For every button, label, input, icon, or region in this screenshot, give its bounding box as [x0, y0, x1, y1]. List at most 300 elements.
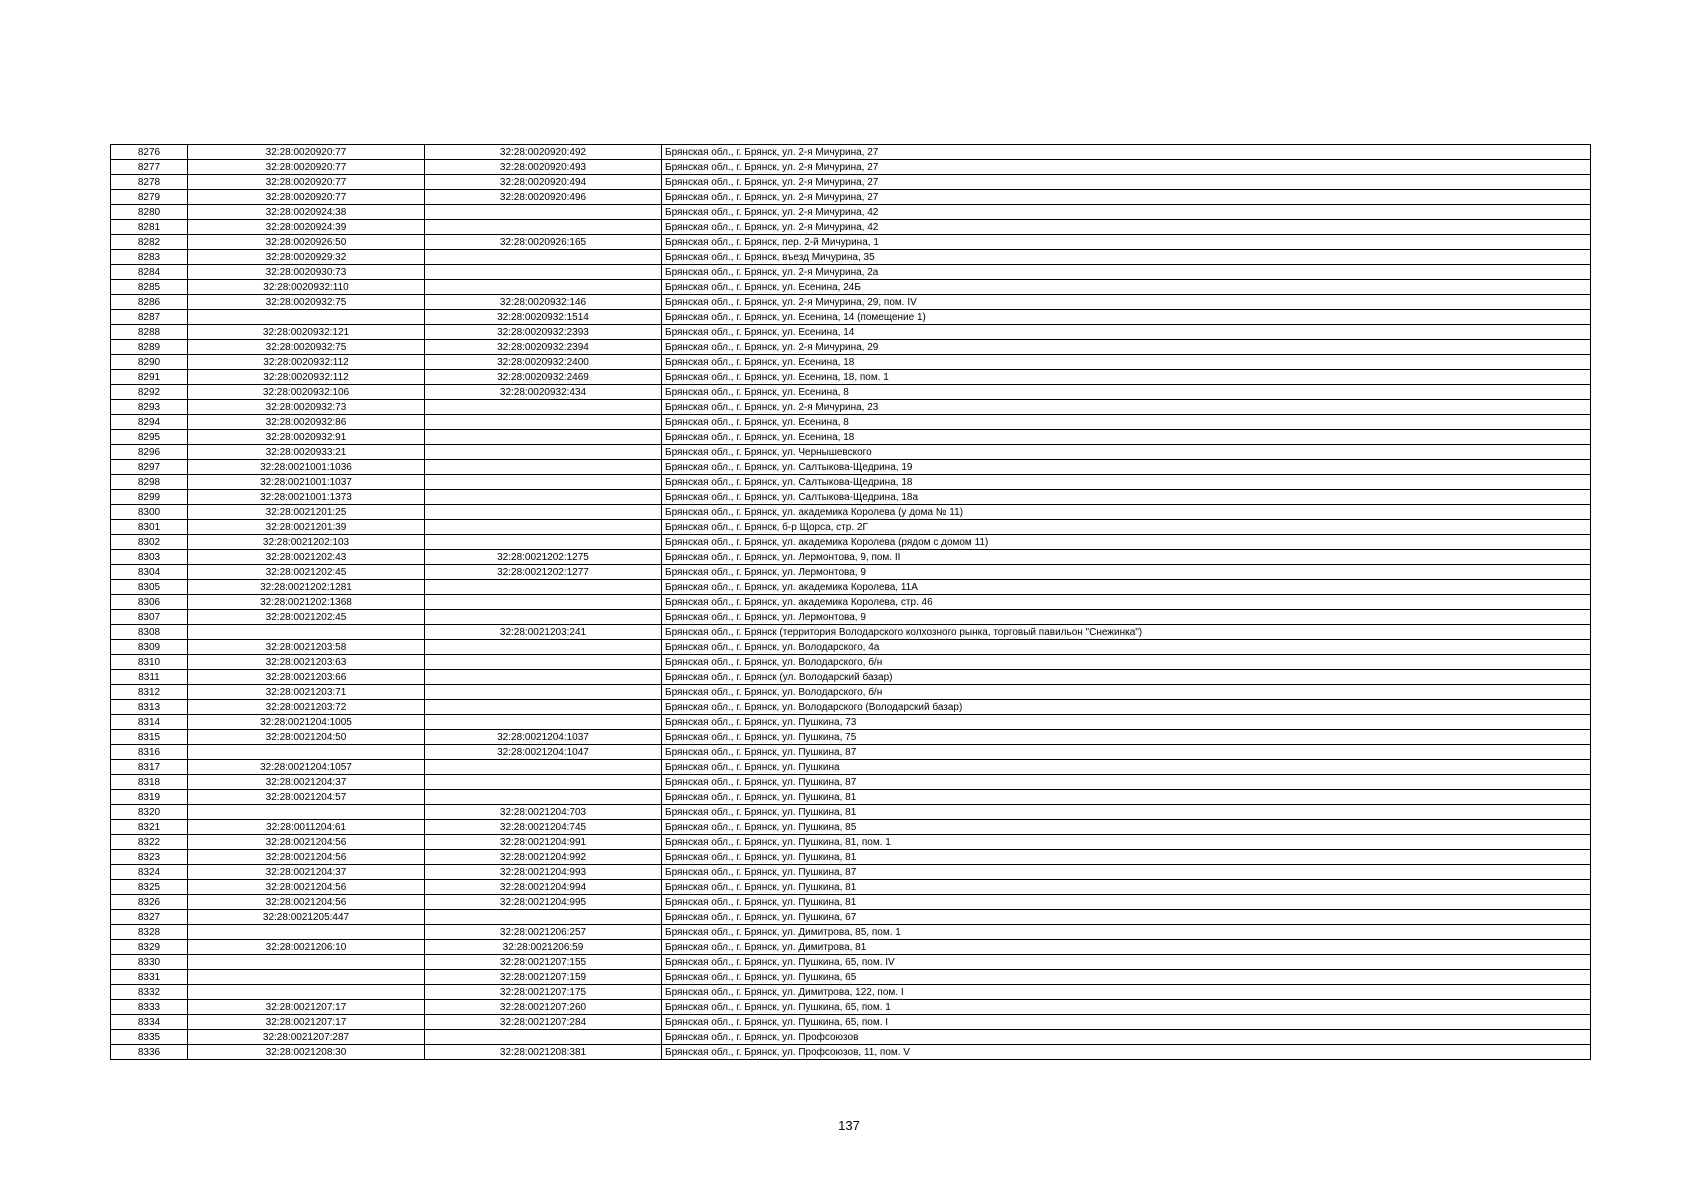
cadastral-number-cell: 32:28:0020932:121	[188, 325, 425, 340]
cadastral-number-cell: 32:28:0021203:71	[188, 685, 425, 700]
table-row	[111, 565, 1591, 580]
table-row	[111, 970, 1591, 985]
object-number-cell: 32:28:0020926:165	[425, 235, 662, 250]
object-number-cell	[425, 715, 662, 730]
row-number-cell: 8290	[111, 355, 188, 370]
address-cell: Брянская обл., г. Брянск, ул. Пушкина, 65, пом. 1	[662, 1000, 1591, 1015]
address-cell: Брянская обл., г. Брянск, ул. академика Королева (у дома № 11)	[662, 505, 1591, 520]
row-number-cell: 8329	[111, 940, 188, 955]
address-cell: Брянская обл., г. Брянск, ул. Есенина, 14 (помещение 1)	[662, 310, 1591, 325]
object-number-cell	[425, 580, 662, 595]
row-number-cell: 8315	[111, 730, 188, 745]
cadastral-number-cell: 32:28:0021204:37	[188, 775, 425, 790]
row-number-cell: 8281	[111, 220, 188, 235]
address-cell: Брянская обл., г. Брянск, ул. Есенина, 14	[662, 325, 1591, 340]
table-row	[111, 805, 1591, 820]
object-number-cell: 32:28:0021206:59	[425, 940, 662, 955]
cadastral-number-cell: 32:28:0021204:1005	[188, 715, 425, 730]
cadastral-number-cell: 32:28:0021206:10	[188, 940, 425, 955]
table-row	[111, 790, 1591, 805]
table-row	[111, 190, 1591, 205]
row-number-cell: 8277	[111, 160, 188, 175]
table-row	[111, 925, 1591, 940]
row-number-cell: 8285	[111, 280, 188, 295]
table-row	[111, 175, 1591, 190]
object-number-cell: 32:28:0021204:992	[425, 850, 662, 865]
cadastral-number-cell: 32:28:0021203:63	[188, 655, 425, 670]
address-cell: Брянская обл., г. Брянск, ул. 2-я Мичурина, 23	[662, 400, 1591, 415]
object-number-cell: 32:28:0021204:991	[425, 835, 662, 850]
table-row	[111, 835, 1591, 850]
object-number-cell: 32:28:0021207:260	[425, 1000, 662, 1015]
address-cell: Брянская обл., г. Брянск, ул. Димитрова, 85, пом. 1	[662, 925, 1591, 940]
address-cell: Брянская обл., г. Брянск (ул. Володарский базар)	[662, 670, 1591, 685]
object-number-cell: 32:28:0020932:2469	[425, 370, 662, 385]
table-row	[111, 220, 1591, 235]
row-number-cell: 8284	[111, 265, 188, 280]
row-number-cell: 8287	[111, 310, 188, 325]
object-number-cell	[425, 790, 662, 805]
cadastral-number-cell: 32:28:0021202:103	[188, 535, 425, 550]
row-number-cell: 8327	[111, 910, 188, 925]
row-number-cell: 8307	[111, 610, 188, 625]
table-row	[111, 310, 1591, 325]
address-cell: Брянская обл., г. Брянск, ул. Димитрова, 122, пом. I	[662, 985, 1591, 1000]
address-cell: Брянская обл., г. Брянск, ул. Салтыкова-Щедрина, 18	[662, 475, 1591, 490]
object-number-cell	[425, 610, 662, 625]
table-row	[111, 340, 1591, 355]
object-number-cell	[425, 250, 662, 265]
object-number-cell: 32:28:0021202:1277	[425, 565, 662, 580]
cadastral-number-cell: 32:28:0021202:1368	[188, 595, 425, 610]
cadastral-number-cell: 32:28:0021001:1373	[188, 490, 425, 505]
cadastral-number-cell: 32:28:0021204:56	[188, 880, 425, 895]
cadastral-number-cell: 32:28:0020932:75	[188, 340, 425, 355]
table-row	[111, 145, 1591, 160]
object-number-cell	[425, 655, 662, 670]
cadastral-number-cell: 32:28:0021204:56	[188, 895, 425, 910]
row-number-cell: 8289	[111, 340, 188, 355]
cadastral-number-cell: 32:28:0020932:75	[188, 295, 425, 310]
object-number-cell: 32:28:0021203:241	[425, 625, 662, 640]
row-number-cell: 8288	[111, 325, 188, 340]
row-number-cell: 8322	[111, 835, 188, 850]
row-number-cell: 8331	[111, 970, 188, 985]
row-number-cell: 8301	[111, 520, 188, 535]
object-number-cell	[425, 595, 662, 610]
address-cell: Брянская обл., г. Брянск, ул. Володарского, б/н	[662, 685, 1591, 700]
table-row	[111, 730, 1591, 745]
object-number-cell	[425, 205, 662, 220]
object-number-cell	[425, 490, 662, 505]
row-number-cell: 8319	[111, 790, 188, 805]
cadastral-number-cell: 32:28:0020926:50	[188, 235, 425, 250]
row-number-cell: 8286	[111, 295, 188, 310]
object-number-cell: 32:28:0020932:434	[425, 385, 662, 400]
row-number-cell: 8283	[111, 250, 188, 265]
table-row	[111, 400, 1591, 415]
table-row	[111, 505, 1591, 520]
row-number-cell: 8300	[111, 505, 188, 520]
row-number-cell: 8306	[111, 595, 188, 610]
row-number-cell: 8295	[111, 430, 188, 445]
cadastral-number-cell	[188, 745, 425, 760]
row-number-cell: 8305	[111, 580, 188, 595]
cadastral-number-cell: 32:28:0020920:77	[188, 175, 425, 190]
table-row	[111, 205, 1591, 220]
address-cell: Брянская обл., г. Брянск, ул. Володарского, 4а	[662, 640, 1591, 655]
table-row	[111, 820, 1591, 835]
table-row	[111, 580, 1591, 595]
cadastral-number-cell: 32:28:0021207:17	[188, 1015, 425, 1030]
table-row	[111, 985, 1591, 1000]
object-number-cell: 32:28:0021207:175	[425, 985, 662, 1000]
object-number-cell: 32:28:0021204:745	[425, 820, 662, 835]
table-row	[111, 415, 1591, 430]
address-cell: Брянская обл., г. Брянск, ул. Есенина, 8	[662, 385, 1591, 400]
cadastral-number-cell: 32:28:0020932:91	[188, 430, 425, 445]
cadastral-number-cell	[188, 970, 425, 985]
object-number-cell: 32:28:0021208:381	[425, 1045, 662, 1060]
address-cell: Брянская обл., г. Брянск, ул. 2-я Мичурина, 42	[662, 220, 1591, 235]
object-number-cell: 32:28:0020920:493	[425, 160, 662, 175]
cadastral-number-cell: 32:28:0020924:38	[188, 205, 425, 220]
row-number-cell: 8303	[111, 550, 188, 565]
cadastral-number-cell: 32:28:0020920:77	[188, 145, 425, 160]
object-number-cell: 32:28:0021202:1275	[425, 550, 662, 565]
table-row	[111, 760, 1591, 775]
address-cell: Брянская обл., г. Брянск, ул. Лермонтова, 9	[662, 565, 1591, 580]
address-cell: Брянская обл., г. Брянск, ул. Володарского, б/н	[662, 655, 1591, 670]
row-number-cell: 8293	[111, 400, 188, 415]
object-number-cell: 32:28:0021204:994	[425, 880, 662, 895]
address-cell: Брянская обл., г. Брянск, ул. академика Королева, стр. 46	[662, 595, 1591, 610]
cadastral-number-cell: 32:28:0021208:30	[188, 1045, 425, 1060]
cadastral-number-cell: 32:28:0020932:110	[188, 280, 425, 295]
table-row	[111, 670, 1591, 685]
address-cell: Брянская обл., г. Брянск, ул. Пушкина, 65, пом. IV	[662, 955, 1591, 970]
address-cell: Брянская обл., г. Брянск, ул. Димитрова, 81	[662, 940, 1591, 955]
cadastral-number-cell: 32:28:0021204:37	[188, 865, 425, 880]
object-number-cell	[425, 475, 662, 490]
table-row	[111, 880, 1591, 895]
table-row	[111, 610, 1591, 625]
row-number-cell: 8276	[111, 145, 188, 160]
cadastral-number-cell: 32:28:0020924:39	[188, 220, 425, 235]
object-number-cell: 32:28:0021204:703	[425, 805, 662, 820]
table-row	[111, 385, 1591, 400]
table-row	[111, 625, 1591, 640]
object-number-cell: 32:28:0021207:155	[425, 955, 662, 970]
row-number-cell: 8279	[111, 190, 188, 205]
address-cell: Брянская обл., г. Брянск (территория Володарского колхозного рынка, торговый павильон "Снежинка")	[662, 625, 1591, 640]
address-cell: Брянская обл., г. Брянск, ул. Пушкина, 81	[662, 805, 1591, 820]
cadastral-number-cell: 32:28:0020932:106	[188, 385, 425, 400]
cadastral-number-cell: 32:28:0021202:45	[188, 565, 425, 580]
row-number-cell: 8304	[111, 565, 188, 580]
row-number-cell: 8312	[111, 685, 188, 700]
table-row	[111, 910, 1591, 925]
cadastral-number-cell: 32:28:0020929:32	[188, 250, 425, 265]
row-number-cell: 8326	[111, 895, 188, 910]
row-number-cell: 8332	[111, 985, 188, 1000]
table-row	[111, 955, 1591, 970]
row-number-cell: 8334	[111, 1015, 188, 1030]
object-number-cell: 32:28:0021204:993	[425, 865, 662, 880]
cadastral-number-cell: 32:28:0021001:1037	[188, 475, 425, 490]
cadastral-number-cell: 32:28:0020930:73	[188, 265, 425, 280]
table-row	[111, 295, 1591, 310]
cadastral-number-cell: 32:28:0020933:21	[188, 445, 425, 460]
registry-table	[110, 144, 1591, 1060]
object-number-cell: 32:28:0020932:146	[425, 295, 662, 310]
row-number-cell: 8316	[111, 745, 188, 760]
object-number-cell	[425, 760, 662, 775]
table-row	[111, 355, 1591, 370]
address-cell: Брянская обл., г. Брянск, ул. Пушкина, 87	[662, 775, 1591, 790]
table-row	[111, 1000, 1591, 1015]
cadastral-number-cell: 32:28:0021207:287	[188, 1030, 425, 1045]
row-number-cell: 8317	[111, 760, 188, 775]
object-number-cell: 32:28:0021207:159	[425, 970, 662, 985]
address-cell: Брянская обл., г. Брянск, ул. 2-я Мичурина, 27	[662, 160, 1591, 175]
row-number-cell: 8302	[111, 535, 188, 550]
object-number-cell	[425, 640, 662, 655]
cadastral-number-cell	[188, 985, 425, 1000]
object-number-cell	[425, 460, 662, 475]
object-number-cell: 32:28:0021204:1047	[425, 745, 662, 760]
cadastral-number-cell: 32:28:0021202:43	[188, 550, 425, 565]
cadastral-number-cell: 32:28:0021202:1281	[188, 580, 425, 595]
table-row	[111, 325, 1591, 340]
cadastral-number-cell: 32:28:0021207:17	[188, 1000, 425, 1015]
table-row	[111, 535, 1591, 550]
address-cell: Брянская обл., г. Брянск, пер. 2-й Мичурина, 1	[662, 235, 1591, 250]
table-row	[111, 490, 1591, 505]
object-number-cell: 32:28:0020932:2394	[425, 340, 662, 355]
address-cell: Брянская обл., г. Брянск, ул. 2-я Мичурина, 27	[662, 175, 1591, 190]
row-number-cell: 8299	[111, 490, 188, 505]
cadastral-number-cell: 32:28:0021203:58	[188, 640, 425, 655]
address-cell: Брянская обл., г. Брянск, ул. Профсоюзов, 11, пом. V	[662, 1045, 1591, 1060]
table-row	[111, 775, 1591, 790]
row-number-cell: 8311	[111, 670, 188, 685]
address-cell: Брянская обл., г. Брянск, ул. Пушкина, 81	[662, 880, 1591, 895]
cadastral-number-cell: 32:28:0021204:1057	[188, 760, 425, 775]
address-cell: Брянская обл., г. Брянск, ул. академика Королева (рядом с домом 11)	[662, 535, 1591, 550]
table-row	[111, 1015, 1591, 1030]
table-row	[111, 160, 1591, 175]
object-number-cell: 32:28:0020932:2400	[425, 355, 662, 370]
object-number-cell	[425, 220, 662, 235]
address-cell: Брянская обл., г. Брянск, ул. Володарского (Володарский базар)	[662, 700, 1591, 715]
cadastral-number-cell: 32:28:0020932:112	[188, 355, 425, 370]
table-row	[111, 235, 1591, 250]
table-row	[111, 265, 1591, 280]
address-cell: Брянская обл., г. Брянск, ул. Есенина, 24Б	[662, 280, 1591, 295]
table-row	[111, 745, 1591, 760]
object-number-cell	[425, 1030, 662, 1045]
address-cell: Брянская обл., г. Брянск, ул. Пушкина, 87	[662, 745, 1591, 760]
row-number-cell: 8318	[111, 775, 188, 790]
table-row	[111, 445, 1591, 460]
address-cell: Брянская обл., г. Брянск, ул. Лермонтова, 9	[662, 610, 1591, 625]
table-row	[111, 715, 1591, 730]
address-cell: Брянская обл., г. Брянск, ул. Профсоюзов	[662, 1030, 1591, 1045]
table-row	[111, 895, 1591, 910]
row-number-cell: 8321	[111, 820, 188, 835]
object-number-cell	[425, 280, 662, 295]
address-cell: Брянская обл., г. Брянск, ул. 2-я Мичурина, 42	[662, 205, 1591, 220]
table-row	[111, 685, 1591, 700]
registry-table-body	[111, 145, 1591, 1060]
row-number-cell: 8310	[111, 655, 188, 670]
address-cell: Брянская обл., г. Брянск, ул. Пушкина, 65	[662, 970, 1591, 985]
cadastral-number-cell: 32:28:0021205:447	[188, 910, 425, 925]
object-number-cell	[425, 400, 662, 415]
object-number-cell: 32:28:0021207:284	[425, 1015, 662, 1030]
table-row	[111, 520, 1591, 535]
object-number-cell: 32:28:0020920:494	[425, 175, 662, 190]
row-number-cell: 8297	[111, 460, 188, 475]
object-number-cell: 32:28:0020920:496	[425, 190, 662, 205]
row-number-cell: 8292	[111, 385, 188, 400]
row-number-cell: 8325	[111, 880, 188, 895]
object-number-cell	[425, 265, 662, 280]
address-cell: Брянская обл., г. Брянск, ул. Есенина, 18	[662, 355, 1591, 370]
row-number-cell: 8282	[111, 235, 188, 250]
address-cell: Брянская обл., г. Брянск, ул. 2-я Мичурина, 2а	[662, 265, 1591, 280]
row-number-cell: 8313	[111, 700, 188, 715]
object-number-cell: 32:28:0021204:995	[425, 895, 662, 910]
table-row	[111, 700, 1591, 715]
table-row	[111, 250, 1591, 265]
table-row	[111, 850, 1591, 865]
address-cell: Брянская обл., г. Брянск, ул. Чернышевского	[662, 445, 1591, 460]
address-cell: Брянская обл., г. Брянск, ул. Лермонтова, 9, пом. II	[662, 550, 1591, 565]
table-row	[111, 655, 1591, 670]
object-number-cell	[425, 520, 662, 535]
address-cell: Брянская обл., г. Брянск, ул. Пушкина, 81	[662, 790, 1591, 805]
cadastral-number-cell: 32:28:0020932:73	[188, 400, 425, 415]
address-cell: Брянская обл., г. Брянск, въезд Мичурина, 35	[662, 250, 1591, 265]
object-number-cell	[425, 445, 662, 460]
cadastral-number-cell: 32:28:0021201:25	[188, 505, 425, 520]
address-cell: Брянская обл., г. Брянск, ул. 2-я Мичурина, 27	[662, 145, 1591, 160]
cadastral-number-cell: 32:28:0021204:56	[188, 850, 425, 865]
cadastral-number-cell: 32:28:0021001:1036	[188, 460, 425, 475]
row-number-cell: 8330	[111, 955, 188, 970]
cadastral-number-cell	[188, 310, 425, 325]
table-row	[111, 1045, 1591, 1060]
address-cell: Брянская обл., г. Брянск, б-р Щорса, стр. 2Г	[662, 520, 1591, 535]
table-row	[111, 865, 1591, 880]
row-number-cell: 8324	[111, 865, 188, 880]
table-row	[111, 370, 1591, 385]
row-number-cell: 8320	[111, 805, 188, 820]
object-number-cell: 32:28:0021204:1037	[425, 730, 662, 745]
object-number-cell: 32:28:0021206:257	[425, 925, 662, 940]
object-number-cell	[425, 430, 662, 445]
table-row	[111, 640, 1591, 655]
row-number-cell: 8291	[111, 370, 188, 385]
address-cell: Брянская обл., г. Брянск, ул. Пушкина, 65, пом. I	[662, 1015, 1591, 1030]
cadastral-number-cell	[188, 955, 425, 970]
cadastral-number-cell	[188, 625, 425, 640]
cadastral-number-cell: 32:28:0021203:66	[188, 670, 425, 685]
address-cell: Брянская обл., г. Брянск, ул. 2-я Мичурина, 29, пом. IV	[662, 295, 1591, 310]
address-cell: Брянская обл., г. Брянск, ул. Пушкина, 67	[662, 910, 1591, 925]
address-cell: Брянская обл., г. Брянск, ул. Есенина, 18, пом. 1	[662, 370, 1591, 385]
row-number-cell: 8309	[111, 640, 188, 655]
table-row	[111, 280, 1591, 295]
cadastral-number-cell: 32:28:0021203:72	[188, 700, 425, 715]
cadastral-number-cell: 32:28:0020920:77	[188, 160, 425, 175]
row-number-cell: 8335	[111, 1030, 188, 1045]
cadastral-number-cell: 32:28:0020932:86	[188, 415, 425, 430]
address-cell: Брянская обл., г. Брянск, ул. Пушкина	[662, 760, 1591, 775]
cadastral-number-cell: 32:28:0021204:56	[188, 835, 425, 850]
page-number: 137	[838, 1118, 860, 1133]
cadastral-number-cell: 32:28:0021204:57	[188, 790, 425, 805]
address-cell: Брянская обл., г. Брянск, ул. Пушкина, 87	[662, 865, 1591, 880]
address-cell: Брянская обл., г. Брянск, ул. Пушкина, 81	[662, 895, 1591, 910]
object-number-cell	[425, 415, 662, 430]
address-cell: Брянская обл., г. Брянск, ул. Пушкина, 85	[662, 820, 1591, 835]
cadastral-number-cell	[188, 925, 425, 940]
row-number-cell: 8296	[111, 445, 188, 460]
cadastral-number-cell: 32:28:0021201:39	[188, 520, 425, 535]
table-row	[111, 460, 1591, 475]
row-number-cell: 8280	[111, 205, 188, 220]
object-number-cell: 32:28:0020932:2393	[425, 325, 662, 340]
address-cell: Брянская обл., г. Брянск, ул. 2-я Мичурина, 29	[662, 340, 1591, 355]
address-cell: Брянская обл., г. Брянск, ул. академика Королева, 11А	[662, 580, 1591, 595]
object-number-cell	[425, 910, 662, 925]
cadastral-number-cell	[188, 805, 425, 820]
address-cell: Брянская обл., г. Брянск, ул. Пушкина, 73	[662, 715, 1591, 730]
object-number-cell	[425, 700, 662, 715]
row-number-cell: 8278	[111, 175, 188, 190]
object-number-cell	[425, 505, 662, 520]
row-number-cell: 8336	[111, 1045, 188, 1060]
address-cell: Брянская обл., г. Брянск, ул. Салтыкова-Щедрина, 19	[662, 460, 1591, 475]
address-cell: Брянская обл., г. Брянск, ул. Пушкина, 81	[662, 850, 1591, 865]
cadastral-number-cell: 32:28:0020932:112	[188, 370, 425, 385]
row-number-cell: 8333	[111, 1000, 188, 1015]
object-number-cell	[425, 670, 662, 685]
table-row	[111, 550, 1591, 565]
row-number-cell: 8328	[111, 925, 188, 940]
table-row	[111, 940, 1591, 955]
address-cell: Брянская обл., г. Брянск, ул. Есенина, 8	[662, 415, 1591, 430]
object-number-cell: 32:28:0020920:492	[425, 145, 662, 160]
cadastral-number-cell: 32:28:0021202:45	[188, 610, 425, 625]
cadastral-number-cell: 32:28:0021204:50	[188, 730, 425, 745]
row-number-cell: 8298	[111, 475, 188, 490]
object-number-cell	[425, 685, 662, 700]
address-cell: Брянская обл., г. Брянск, ул. Салтыкова-Щедрина, 18а	[662, 490, 1591, 505]
address-cell: Брянская обл., г. Брянск, ул. Есенина, 18	[662, 430, 1591, 445]
cadastral-number-cell: 32:28:0020920:77	[188, 190, 425, 205]
table-row	[111, 475, 1591, 490]
table-row	[111, 595, 1591, 610]
table-row	[111, 1030, 1591, 1045]
object-number-cell: 32:28:0020932:1514	[425, 310, 662, 325]
cadastral-number-cell: 32:28:0011204:61	[188, 820, 425, 835]
address-cell: Брянская обл., г. Брянск, ул. Пушкина, 81, пом. 1	[662, 835, 1591, 850]
table-row	[111, 430, 1591, 445]
